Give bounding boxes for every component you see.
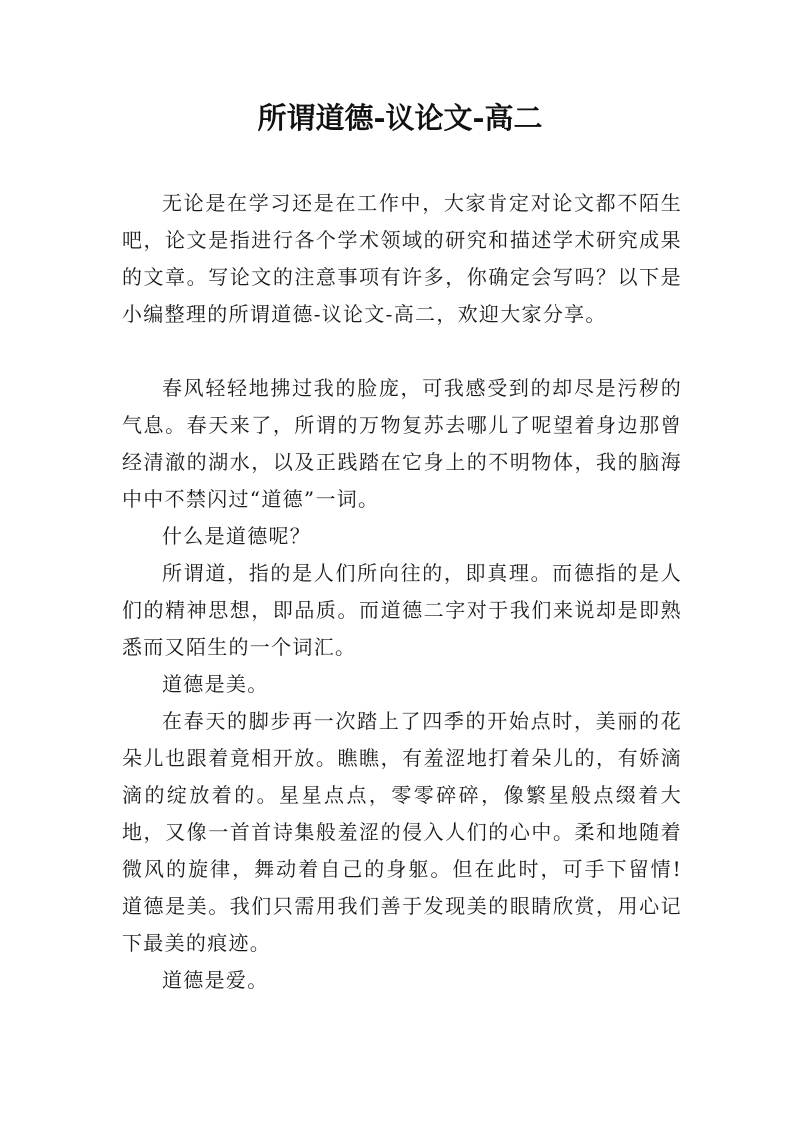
intro-section bbox=[122, 185, 682, 333]
document-title: 所谓道德-议论文-高二 bbox=[257, 101, 543, 135]
essay-paragraph: 所谓道，指的是人们所向往的，即真理。而德指的是人们的精神思想，即品质。而道德二字对于我们来说却是即熟悉而又陌生的一个词汇。 bbox=[122, 561, 682, 659]
essay-paragraph: 道德是爱。 bbox=[162, 968, 269, 992]
essay-paragraph: 什么是道德呢？ bbox=[162, 524, 312, 548]
intro-paragraph: 无论是在学习还是在工作中，大家肯定对论文都不陌生吧，论文是指进行各个学术领域的研究和描述学术研究成果的文章。写论文的注意事项有许多，你确定会写吗？以下是小编整理的所谓道德-议论文-高二，欢迎大家分享。 bbox=[122, 191, 682, 326]
essay-paragraph: 道德是美。 bbox=[162, 672, 269, 696]
essay-body bbox=[122, 370, 682, 999]
essay-paragraph: 在春天的脚步再一次踏上了四季的开始点时，美丽的花朵儿也跟着竟相开放。瞧瞧，有羞涩地打着朵儿的，有娇滴滴的绽放着的。星星点点，零零碎碎，像繁星般点缀着大地，又像一首首诗集般羞涩的侵入人们的心中。柔和地随着微风的旋律，舞动着自己的身躯。但在此时，可手下留情!道德是美。我们只需用我们善于发现美的眼睛欣赏，用心记下最美的痕迹。 bbox=[122, 709, 682, 955]
essay-paragraph: 春风轻轻地拂过我的脸庞，可我感受到的却尽是污秽的气息。春天来了，所谓的万物复苏去哪儿了呢望着身边那曾经清澈的湖水，以及正践踏在它身上的不明物体，我的脑海中中不禁闪过“道德”一词。 bbox=[122, 376, 682, 511]
